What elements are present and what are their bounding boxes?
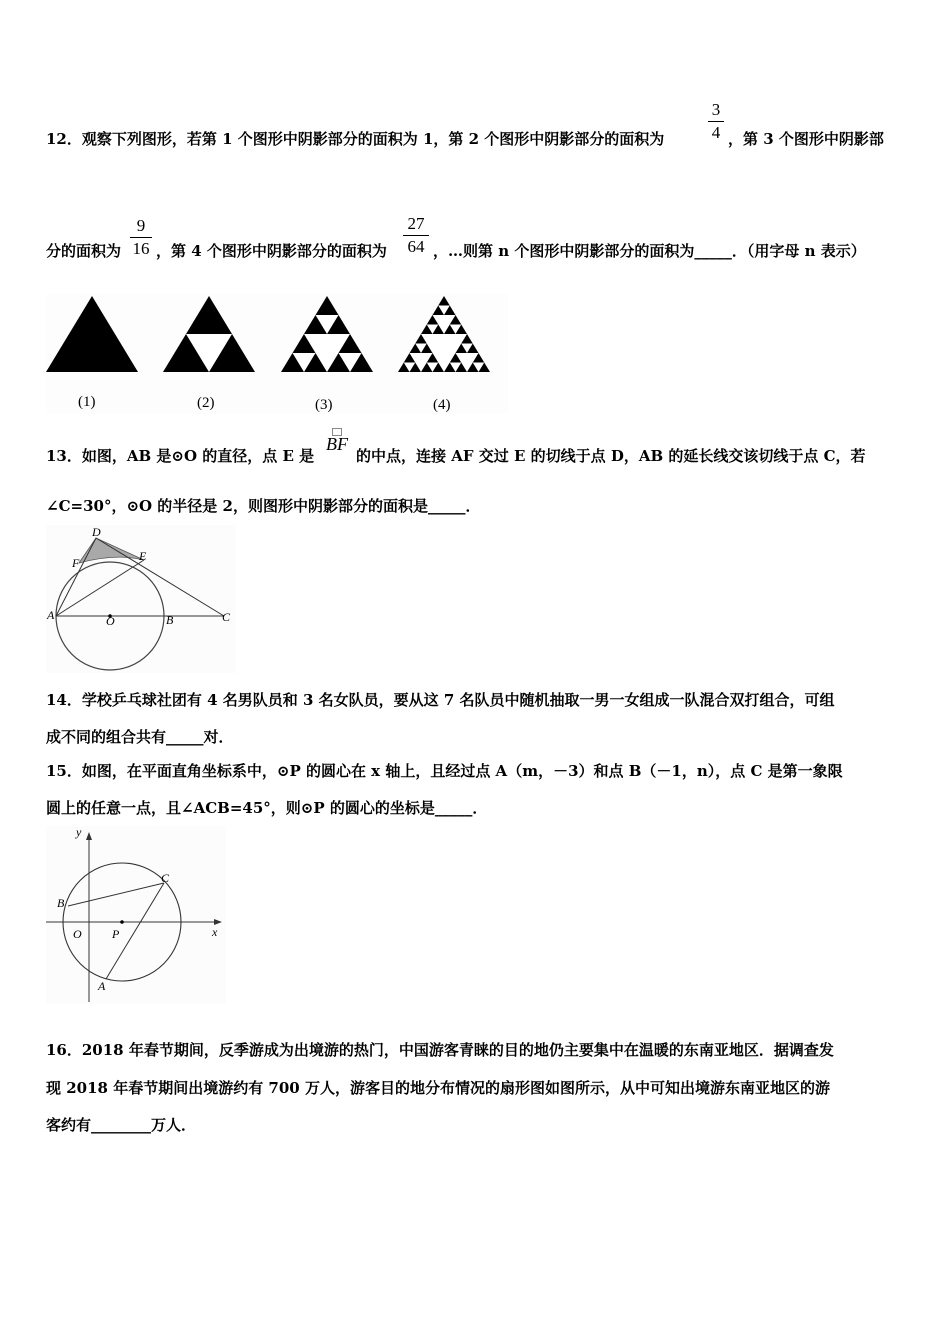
label-b: B <box>166 613 174 627</box>
arc-bf-label <box>326 434 348 455</box>
caption-1: (1) <box>78 394 96 410</box>
fraction-denominator: 4 <box>711 123 721 142</box>
arc-bf-text: BF <box>326 434 348 454</box>
fraction-denominator: 64 <box>407 237 425 256</box>
fraction-bar <box>403 235 429 236</box>
label-y: y <box>76 826 82 839</box>
q12-line2-c <box>433 240 866 261</box>
fraction-numerator: 3 <box>711 100 721 119</box>
fraction-bar <box>130 237 152 238</box>
label-a: A <box>47 608 55 622</box>
q13-line1-b-text: 的中点，连接 AF 交过 E 的切线于点 D，AB 的延长线交该切线于点 C，若 <box>356 447 866 465</box>
q12-fraction-3-4 <box>708 100 724 143</box>
q16-line2 <box>46 1077 830 1098</box>
circle-tangent-figure <box>46 525 236 673</box>
q13-line2-text: ∠C=30°，⊙O 的半径是 2，则图形中阴影部分的面积是_____． <box>46 497 481 515</box>
label-f: F <box>72 556 80 570</box>
q14-line2-text: 成不同的组合共有_____对． <box>46 728 234 746</box>
q12-line1-text: 12．观察下列图形，若第 1 个图形中阴影部分的面积为 1，第 2 个图形中阴影部分的面积为 <box>46 130 665 148</box>
label-b: B <box>57 896 65 910</box>
q16-line3 <box>46 1114 196 1135</box>
q15-line2-text: 圆上的任意一点，且∠ACB=45°，则⊙P 的圆心的坐标是_____． <box>46 799 488 817</box>
label-e: E <box>139 549 147 563</box>
sierpinski-figure <box>46 294 508 414</box>
q12-fraction-27-64 <box>403 214 429 257</box>
q12-line2-c-text: ，…则第 n 个图形中阴影部分的面积为_____．（用字母 n 表示） <box>433 242 866 260</box>
q12-line2-a-text: 分的面积为 <box>46 242 122 260</box>
fraction-numerator: 9 <box>136 216 146 235</box>
q16-line1-text: 16．2018 年春节期间，反季游成为出境游的热门，中国游客青睐的目的地仍主要集中在温暖的东南亚地区．据调查发 <box>46 1041 834 1059</box>
q12-line1-tail <box>728 128 884 149</box>
q13-line1 <box>46 445 314 466</box>
q14-line1-text: 14．学校乒乓球社团有 4 名男队员和 3 名女队员，要从这 7 名队员中随机抽取一男一女组成一队混合双打组合，可组 <box>46 691 835 709</box>
point-p <box>120 920 124 924</box>
q15-line1 <box>46 760 843 781</box>
q12-line2-b <box>156 240 387 261</box>
label-o: O <box>73 927 82 941</box>
label-c: C <box>161 871 170 885</box>
q16-line2-text: 现 2018 年春节期间出境游约有 700 万人，游客目的地分布情况的扇形图如图所示，从中可知出境游东南亚地区的游 <box>46 1079 830 1097</box>
q12-line2-a <box>46 240 121 261</box>
label-d: D <box>92 525 101 539</box>
fraction-denominator: 16 <box>132 239 150 258</box>
label-p: P <box>112 927 120 941</box>
q12-line1 <box>46 128 664 149</box>
label-o: O <box>106 614 115 628</box>
q16-line1 <box>46 1039 834 1060</box>
q15-line2 <box>46 797 487 818</box>
q13-line2 <box>46 495 480 516</box>
caption-4: (4) <box>433 397 451 413</box>
label-c: C <box>222 610 231 624</box>
q13-line1-b <box>356 445 866 466</box>
q13-line1-a-text: 13．如图，AB 是⊙O 的直径，点 E 是 <box>46 447 315 465</box>
q15-line1-text: 15．如图，在平面直角坐标系中，⊙P 的圆心在 x 轴上，且经过点 A（m，－3）和点 B（－1，n），点 C 是第一象限 <box>46 762 843 780</box>
fraction-bar <box>708 121 724 122</box>
caption-2: (2) <box>197 395 215 411</box>
coordinate-circle-figure <box>46 826 226 1004</box>
q16-line3-text: 客约有________万人． <box>46 1116 197 1134</box>
label-x: x <box>212 925 218 939</box>
q14-line1 <box>46 689 835 710</box>
q12-line1-tail-text: ，第 3 个图形中阴影部 <box>728 130 884 148</box>
q14-line2 <box>46 726 234 747</box>
q12-fraction-9-16 <box>130 216 152 259</box>
arc-mark-icon <box>332 428 342 436</box>
label-a: A <box>98 979 106 993</box>
caption-3: (3) <box>315 397 333 413</box>
fraction-numerator: 27 <box>407 214 425 233</box>
q12-line2-b-text: ，第 4 个图形中阴影部分的面积为 <box>156 242 387 260</box>
